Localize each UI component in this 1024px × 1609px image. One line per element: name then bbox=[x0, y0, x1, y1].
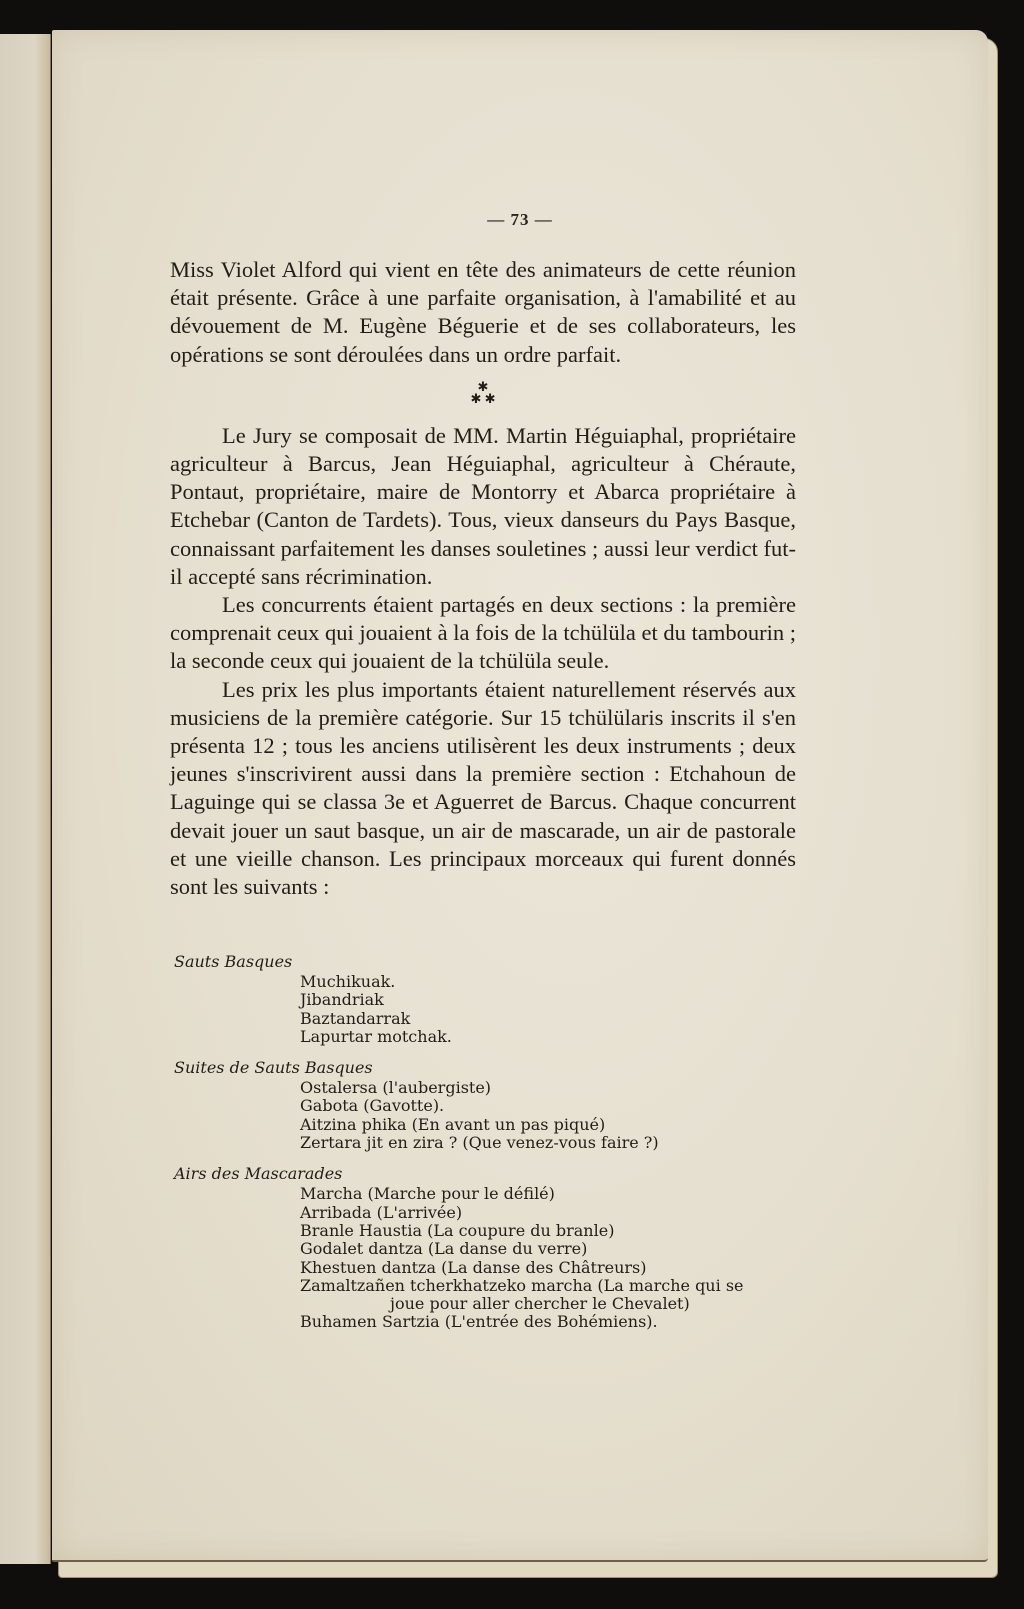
list-item: Gabota (Gavotte). bbox=[300, 1096, 445, 1116]
paragraph-3: Les concurrents étaient partagés en deux sections : la première comprenait ceux qui jouaient à la fois de la tchülüla et du tambourin ; la seconde ceux qui jouaient de la tchülüla seule. bbox=[170, 592, 796, 674]
list-item: Marcha (Marche pour le défilé) bbox=[300, 1184, 555, 1204]
section-separator: ✱ ✱ ✱ bbox=[470, 378, 496, 406]
list-item: Zamaltzañen tcherkhatzeko marcha (La marche qui se bbox=[300, 1275, 744, 1295]
list-suites bbox=[300, 1079, 854, 1152]
list-heading-suites: Suites de Sauts Basques bbox=[174, 1058, 373, 1078]
list-heading-mascarades: Airs des Mascarades bbox=[174, 1164, 343, 1184]
list-mascarades bbox=[300, 1185, 854, 1331]
list-item: Jibandriak bbox=[300, 990, 384, 1010]
list-item: Aitzina phika (En avant un pas piqué) bbox=[300, 1114, 606, 1134]
list-item: Lapurtar motchak. bbox=[300, 1026, 452, 1046]
paragraph-1: Miss Violet Alford qui vient en tête des animateurs de cette réunion était présente. Grâce à une parfaite organisation, à l'amabilité et au dévouement de M. Eugène Béguerie et de ses collaborateurs, les opérations se sont déroulées dans un ordre parfait. bbox=[170, 257, 796, 367]
continuation-text: joue pour aller chercher le Chevalet) bbox=[390, 1294, 690, 1314]
list-item: Ostalersa (l'aubergiste) bbox=[300, 1078, 492, 1098]
list-item: Khestuen dantza (La danse des Châtreurs) bbox=[300, 1257, 647, 1277]
list-item: Arribada (L'arrivée) bbox=[300, 1202, 463, 1222]
list-item: Branle Haustia (La coupure du branle) bbox=[300, 1220, 615, 1240]
list-item: Baztandarrak bbox=[300, 1008, 411, 1028]
list-item: Buhamen Sartzia (L'entrée des Bohémiens). bbox=[300, 1312, 658, 1332]
list-item-continuation bbox=[300, 1295, 854, 1313]
tune-list bbox=[174, 952, 854, 1344]
paragraph-4: Les prix les plus importants étaient naturellement réservés aux musiciens de la première catégorie. Sur 15 tchülülaris inscrits il s'en présenta 12 ; tous les anciens utilisèrent les deux instruments ; deux jeunes s'inscrivirent aussi dans la première section : Etchahoun de Laguinge qui se classa 3e et Aguerret de Barcus. Chaque concurrent devait jouer un saut basque, un air de mascarade, un air de pastorale et une vieille chanson. Les principaux morceaux qui furent donnés sont les suivants : bbox=[170, 676, 796, 900]
list-sauts-basques bbox=[300, 973, 854, 1046]
book-page bbox=[52, 30, 988, 1562]
page-number: — 73 — bbox=[487, 210, 553, 229]
body-text bbox=[170, 256, 796, 901]
paragraph-2: Le Jury se composait de MM. Martin Héguiaphal, propriétaire agriculteur à Barcus, Jean Héguiaphal, agriculteur à Chéraute, Pontaut, propriétaire, maire de Montorry et Abarca propriétaire à Etchebar (Canton de Tardets). Tous, vieux danseurs du Pays Basque, connaissant parfaitement les danses souletines ; aussi leur verdict fut-il accepté sans récrimination. bbox=[170, 422, 796, 589]
list-item: Godalet dantza (La danse du verre) bbox=[300, 1239, 588, 1259]
list-heading-sauts-basques: Sauts Basques bbox=[174, 952, 293, 971]
list-item: Muchikuak. bbox=[300, 972, 396, 991]
list-item: Zertara jit en zira ? (Que venez-vous faire ?) bbox=[300, 1133, 659, 1153]
facing-page-edge bbox=[0, 34, 51, 1564]
